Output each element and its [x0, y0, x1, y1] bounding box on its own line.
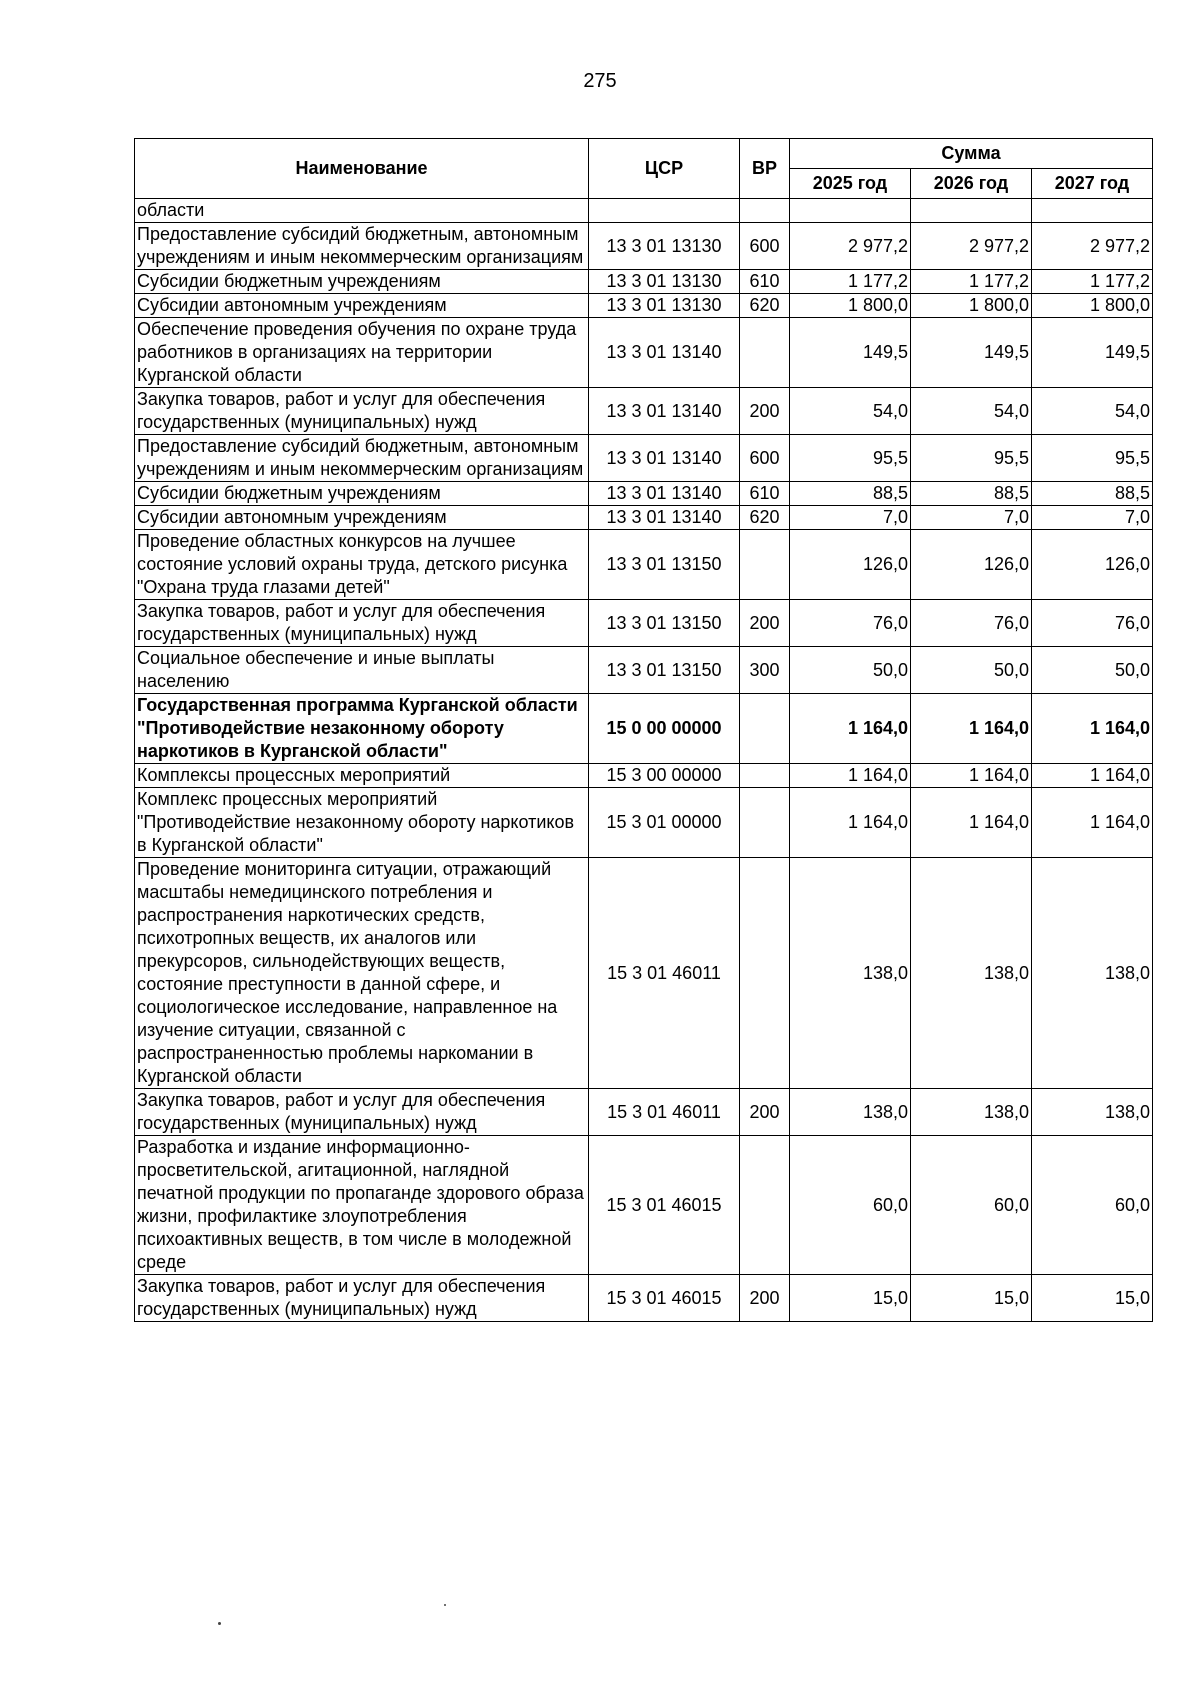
row-csr: 15 0 00 00000 — [589, 694, 740, 764]
row-sum-2027: 15,0 — [1032, 1275, 1153, 1322]
row-sum-2025 — [790, 199, 911, 223]
table-body — [135, 199, 1153, 1322]
table-row — [135, 1089, 1153, 1136]
row-sum-2026: 54,0 — [911, 388, 1032, 435]
row-sum-2025: 1 800,0 — [790, 294, 911, 318]
row-csr: 13 3 01 13150 — [589, 530, 740, 600]
row-sum-2026: 88,5 — [911, 482, 1032, 506]
row-csr: 13 3 01 13130 — [589, 223, 740, 270]
row-name: Проведение мониторинга ситуации, отражающий масштабы немедицинского потребления и распространения наркотических средств, психотропных веществ, их аналогов или прекурсоров, сильнодействующих веществ, состояние преступности в данной сфере, и социологическое исследование, направленное на изучение ситуации, связанной с распространенностью проблемы наркомании в Курганской области — [135, 858, 589, 1089]
table-row — [135, 1275, 1153, 1322]
row-sum-2026: 138,0 — [911, 1089, 1032, 1136]
row-sum-2026: 76,0 — [911, 600, 1032, 647]
table-row — [135, 223, 1153, 270]
header-name: Наименование — [135, 139, 589, 199]
row-vr — [740, 1136, 790, 1275]
row-vr — [740, 694, 790, 764]
row-sum-2027: 1 164,0 — [1032, 694, 1153, 764]
row-vr: 200 — [740, 388, 790, 435]
row-sum-2025: 50,0 — [790, 647, 911, 694]
row-name: Проведение областных конкурсов на лучшее состояние условий охраны труда, детского рисунка "Охрана труда глазами детей" — [135, 530, 589, 600]
row-sum-2027: 126,0 — [1032, 530, 1153, 600]
row-name: Предоставление субсидий бюджетным, автономным учреждениям и иным некоммерческим организациям — [135, 435, 589, 482]
row-name: Закупка товаров, работ и услуг для обеспечения государственных (муниципальных) нужд — [135, 1089, 589, 1136]
row-sum-2027: 1 177,2 — [1032, 270, 1153, 294]
row-sum-2027: 1 164,0 — [1032, 788, 1153, 858]
table-row — [135, 318, 1153, 388]
row-sum-2025: 1 177,2 — [790, 270, 911, 294]
row-sum-2026: 149,5 — [911, 318, 1032, 388]
row-name: Закупка товаров, работ и услуг для обеспечения государственных (муниципальных) нужд — [135, 388, 589, 435]
row-name: Субсидии бюджетным учреждениям — [135, 482, 589, 506]
row-sum-2027: 1 800,0 — [1032, 294, 1153, 318]
header-year-2025: 2025 год — [790, 169, 911, 199]
row-name: Государственная программа Курганской области "Противодействие незаконному обороту наркотиков в Курганской области" — [135, 694, 589, 764]
table-row — [135, 530, 1153, 600]
row-sum-2025: 88,5 — [790, 482, 911, 506]
header-sum: Сумма — [790, 139, 1153, 169]
row-csr: 15 3 01 46011 — [589, 1089, 740, 1136]
row-csr: 15 3 01 46015 — [589, 1275, 740, 1322]
row-csr: 13 3 01 13150 — [589, 647, 740, 694]
row-vr: 600 — [740, 223, 790, 270]
row-csr: 13 3 01 13140 — [589, 318, 740, 388]
row-sum-2026: 1 164,0 — [911, 788, 1032, 858]
row-name: Субсидии автономным учреждениям — [135, 294, 589, 318]
row-sum-2027: 60,0 — [1032, 1136, 1153, 1275]
row-csr: 13 3 01 13130 — [589, 294, 740, 318]
table-row — [135, 764, 1153, 788]
row-vr — [740, 530, 790, 600]
row-sum-2026: 7,0 — [911, 506, 1032, 530]
table-header — [135, 139, 1153, 199]
table-row — [135, 858, 1153, 1089]
table-row — [135, 435, 1153, 482]
row-sum-2025: 138,0 — [790, 1089, 911, 1136]
row-csr: 13 3 01 13150 — [589, 600, 740, 647]
row-sum-2025: 95,5 — [790, 435, 911, 482]
row-sum-2027: 149,5 — [1032, 318, 1153, 388]
row-csr — [589, 199, 740, 223]
row-csr: 13 3 01 13140 — [589, 482, 740, 506]
table-row — [135, 1136, 1153, 1275]
row-csr: 15 3 01 00000 — [589, 788, 740, 858]
table-row — [135, 694, 1153, 764]
row-name: Разработка и издание информационно-просветительской, агитационной, наглядной печатной продукции по пропаганде здорового образа жизни, профилактике злоупотребления психоактивных веществ, в том числе в молодежной среде — [135, 1136, 589, 1275]
header-year-2027: 2027 год — [1032, 169, 1153, 199]
row-sum-2026: 15,0 — [911, 1275, 1032, 1322]
row-sum-2027: 1 164,0 — [1032, 764, 1153, 788]
row-vr: 610 — [740, 270, 790, 294]
row-name: Предоставление субсидий бюджетным, автономным учреждениям и иным некоммерческим организациям — [135, 223, 589, 270]
row-sum-2025: 1 164,0 — [790, 694, 911, 764]
row-sum-2026: 1 177,2 — [911, 270, 1032, 294]
row-sum-2025: 60,0 — [790, 1136, 911, 1275]
row-name: Комплекс процессных мероприятий "Противодействие незаконному обороту наркотиков в Курганской области" — [135, 788, 589, 858]
table-row — [135, 788, 1153, 858]
row-csr: 13 3 01 13140 — [589, 506, 740, 530]
table-row — [135, 388, 1153, 435]
row-vr — [740, 858, 790, 1089]
row-sum-2026: 1 164,0 — [911, 694, 1032, 764]
row-name: Закупка товаров, работ и услуг для обеспечения государственных (муниципальных) нужд — [135, 1275, 589, 1322]
row-vr — [740, 199, 790, 223]
row-vr: 200 — [740, 600, 790, 647]
row-name: Субсидии автономным учреждениям — [135, 506, 589, 530]
table-row — [135, 294, 1153, 318]
row-sum-2025: 7,0 — [790, 506, 911, 530]
budget-table — [134, 138, 1153, 1322]
row-sum-2027: 138,0 — [1032, 1089, 1153, 1136]
table-row — [135, 600, 1153, 647]
row-sum-2026: 1 800,0 — [911, 294, 1032, 318]
row-sum-2026: 138,0 — [911, 858, 1032, 1089]
header-csr: ЦСР — [589, 139, 740, 199]
table-row — [135, 506, 1153, 530]
row-sum-2027 — [1032, 199, 1153, 223]
row-name: Социальное обеспечение и иные выплаты населению — [135, 647, 589, 694]
row-sum-2025: 138,0 — [790, 858, 911, 1089]
table-row — [135, 482, 1153, 506]
row-vr: 300 — [740, 647, 790, 694]
row-sum-2026: 50,0 — [911, 647, 1032, 694]
row-name: Обеспечение проведения обучения по охране труда работников в организациях на территории Курганской области — [135, 318, 589, 388]
row-sum-2027: 54,0 — [1032, 388, 1153, 435]
row-csr: 13 3 01 13130 — [589, 270, 740, 294]
row-sum-2025: 2 977,2 — [790, 223, 911, 270]
row-sum-2027: 7,0 — [1032, 506, 1153, 530]
row-sum-2025: 149,5 — [790, 318, 911, 388]
row-vr: 620 — [740, 294, 790, 318]
row-vr: 620 — [740, 506, 790, 530]
scan-speck — [444, 1604, 446, 1606]
row-vr — [740, 318, 790, 388]
row-csr: 15 3 01 46015 — [589, 1136, 740, 1275]
row-vr: 600 — [740, 435, 790, 482]
row-sum-2027: 2 977,2 — [1032, 223, 1153, 270]
row-sum-2027: 76,0 — [1032, 600, 1153, 647]
row-vr: 610 — [740, 482, 790, 506]
table-row — [135, 270, 1153, 294]
row-csr: 13 3 01 13140 — [589, 388, 740, 435]
row-vr — [740, 764, 790, 788]
header-year-2026: 2026 год — [911, 169, 1032, 199]
row-name: области — [135, 199, 589, 223]
table-row — [135, 199, 1153, 223]
row-sum-2025: 1 164,0 — [790, 764, 911, 788]
row-sum-2026: 2 977,2 — [911, 223, 1032, 270]
row-sum-2026: 60,0 — [911, 1136, 1032, 1275]
row-csr: 15 3 00 00000 — [589, 764, 740, 788]
row-sum-2025: 54,0 — [790, 388, 911, 435]
row-name: Субсидии бюджетным учреждениям — [135, 270, 589, 294]
row-sum-2027: 138,0 — [1032, 858, 1153, 1089]
row-sum-2027: 50,0 — [1032, 647, 1153, 694]
row-sum-2025: 1 164,0 — [790, 788, 911, 858]
row-vr: 200 — [740, 1275, 790, 1322]
table-row — [135, 647, 1153, 694]
row-vr: 200 — [740, 1089, 790, 1136]
row-sum-2027: 95,5 — [1032, 435, 1153, 482]
row-sum-2026: 1 164,0 — [911, 764, 1032, 788]
row-sum-2026 — [911, 199, 1032, 223]
row-sum-2026: 126,0 — [911, 530, 1032, 600]
scan-speck — [218, 1622, 221, 1625]
page-number: 275 — [583, 70, 617, 92]
header-vr: ВР — [740, 139, 790, 199]
row-csr: 15 3 01 46011 — [589, 858, 740, 1089]
row-sum-2025: 76,0 — [790, 600, 911, 647]
row-sum-2025: 15,0 — [790, 1275, 911, 1322]
row-sum-2026: 95,5 — [911, 435, 1032, 482]
row-sum-2025: 126,0 — [790, 530, 911, 600]
row-name: Комплексы процессных мероприятий — [135, 764, 589, 788]
row-name: Закупка товаров, работ и услуг для обеспечения государственных (муниципальных) нужд — [135, 600, 589, 647]
row-sum-2027: 88,5 — [1032, 482, 1153, 506]
row-csr: 13 3 01 13140 — [589, 435, 740, 482]
row-vr — [740, 788, 790, 858]
